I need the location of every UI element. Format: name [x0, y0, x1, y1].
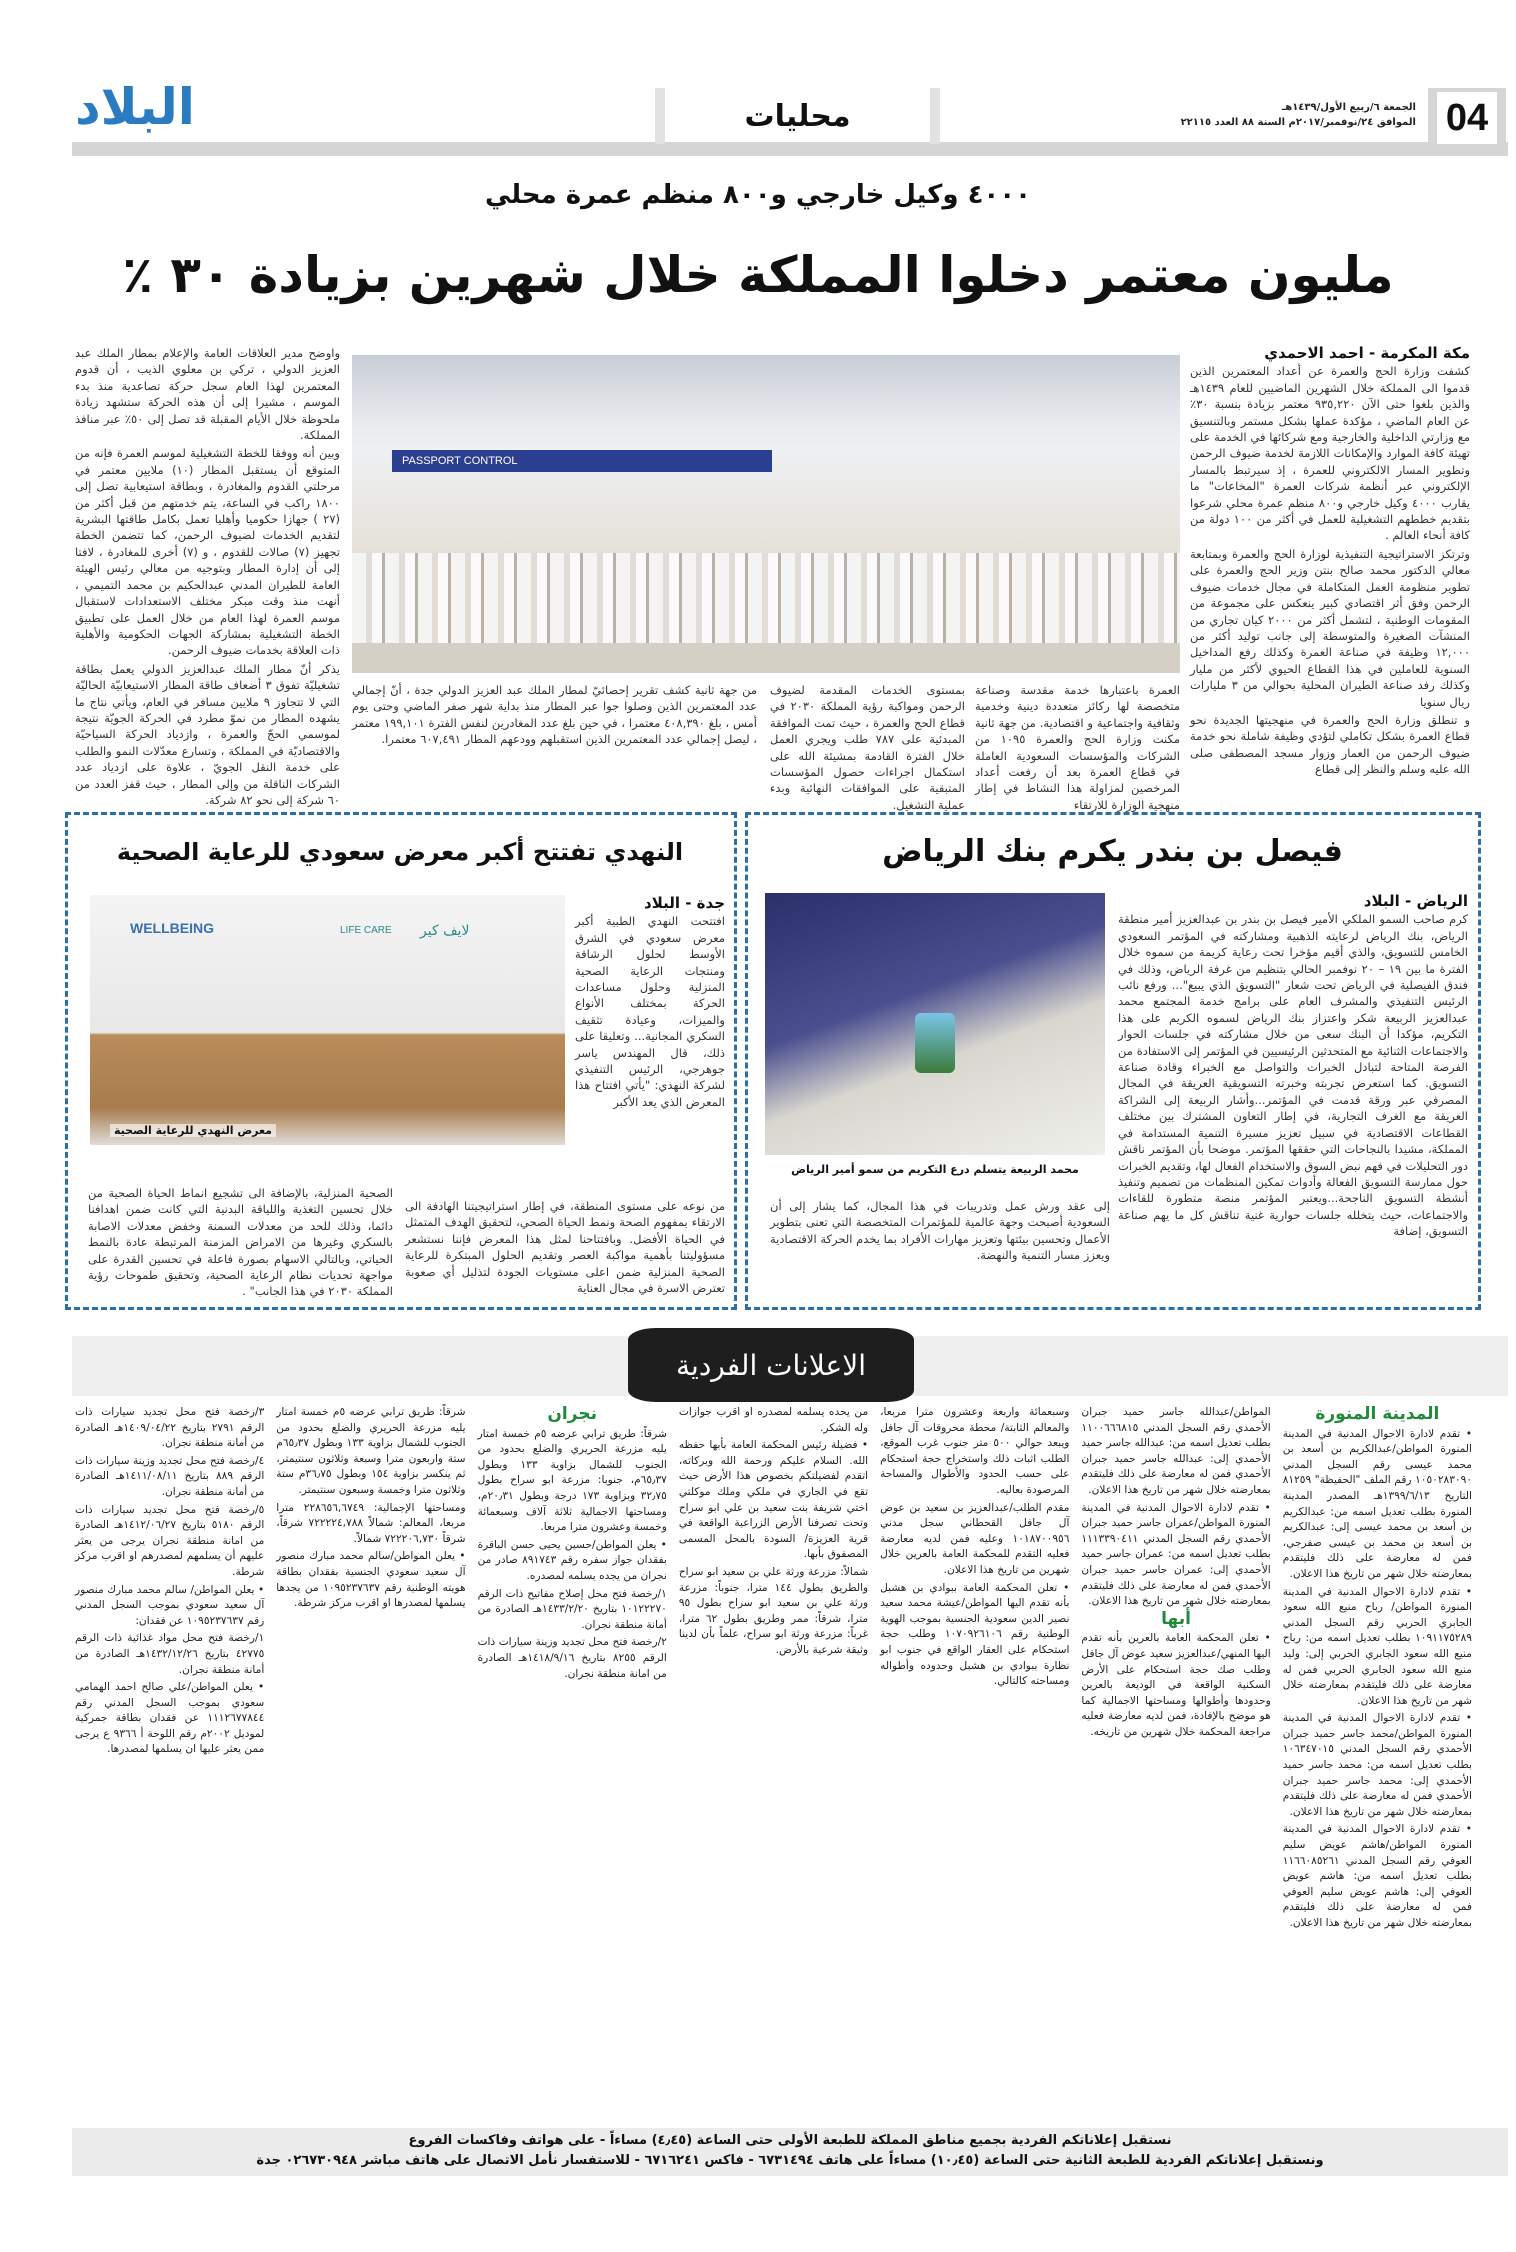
byline: مكة المكرمة - احمد الاحمدي — [1264, 344, 1470, 362]
main-story-right-column — [1190, 345, 1470, 780]
footer-line-1: نستقبل إعلاناتكم الفردية بجميع مناطق المملكة للطبعة الأولى حتى الساعة (٤٫٤٥) مساءاً - على هواتف وفاكسات الفروع — [408, 2133, 1172, 2148]
passport-control-sign: PASSPORT CONTROL — [392, 450, 772, 472]
classified-column — [1081, 1405, 1270, 1742]
classified-column — [276, 1405, 465, 1614]
classified-entry: • تعلن المحكمة العامة بالعرين بأنه تقدم اليها المنهي/عبدالعزيز سعيد عوض آل جافل وطلب صك حجة استحكام على الأرض السكنية الواقعة في الوديعة بالعرين وحدودها وأطوالها ومساحتها الاجمالية كما هو موضح بالإفادة، فمن لديه معارضة فعليه مراجعة المحكمة خلال شهرين من تاريخه. — [1081, 1632, 1271, 1738]
classified-column — [75, 1405, 264, 1760]
lifecare-sign: LIFE CARE — [340, 925, 392, 936]
paragraph: و تنطلق وزارة الحج والعمرة في منهجيتها الجديدة نحو قطاع العمرة بشكل تكاملي لتؤدي وظيفة شاملة نحو خدمة ضيوف الرحمن من العمار وزوار مسجد المصطفى صلى الله عليه وسلم والنظر إلى قطاع — [1190, 712, 1470, 777]
footer-line-2: ونستقبل إعلاناتكم الفردية للطبعة الثانية حتى الساعة (١٠٫٤٥) مساءاً على هاتف ٦٧٣١٤٩٤ - فاكس ٦٧١٦٢٤١ - للاستفسار نأمل الاتصال على هاتف مباشر ٠٢٦٧٣٠٩٤٨ جدة — [256, 2153, 1324, 2168]
region-heading: نجران — [547, 1404, 597, 1424]
header-bar — [72, 142, 1508, 156]
classified-entry: ٣/رخصة فتح محل تجديد سيارات ذات الرقم ٢٧٩١ بتاريخ ١٤٠٩/٠٤/٢٢هـ الصادرة من أمانة منطقة نجران. — [75, 1406, 265, 1450]
classified-entry: • يعلن المواطن/حسين يحيى حسن الباقرة بفقدان جواز سفره رقم ٨٩١٧٤٣ صادر من نجران من يجده يسلمه لمصدره. — [477, 1538, 667, 1582]
classified-column — [1283, 1405, 1472, 1934]
riyadh-story-headline: فيصل بن بندر يكرم بنك الرياض — [882, 834, 1343, 869]
paragraph: افتتحت النهدي الطبية أكبر معرض سعودي في الشرق الأوسط لحلول الرشاقة ومنتجات الرعاية الصحية المنزلية وحلول مساعدات الحركة بمختلف الأنواع والميزات، وعيادة تثقيف السكري المجانية... وتعليقا على ذلك، قال المهندس ياسر جوهرجي، الرئيس التنفيذي لشركة النهدي: "يأتي افتتاح هذا المعرض الذي يعد الأكبر — [575, 914, 725, 1109]
region-heading: المدينة المنورة — [1315, 1404, 1440, 1424]
date-line — [1156, 100, 1416, 130]
classified-entry: المواطن/عبدالله جاسر حميد جبران الأحمدي رقم السجل المدني ١١٠٠٦٦٦٨١٥ بطلب تعديل اسمه من: عبدالله جاسر حميد الأحمدي إلى: عبدالله جاسر حميد جبران الأحمدي فمن له معارضة على ذلك فليتقدم بمعارضته خلال شهر من تاريخ هذا الاعلان. — [1081, 1406, 1271, 1496]
main-headline: مليون معتمر دخلوا المملكة خلال شهرين بزيادة ٣٠ ٪ — [122, 246, 1394, 304]
classified-column — [880, 1405, 1069, 1692]
newspaper-logo: البلاد — [75, 78, 195, 136]
classified-entry: • تعلن المحكمة العامة ببوادي بن هشبل بأنه تقدم اليها المواطن/عيشة محمد سعيد نصير الدين سعودية الجنسية بموجب الهوية الوطنية رقم ١٠٧٠٩٢٦١٠٦ وطلب حجة استحكام على العقار الواقع في جنوب ابو نظارة ببوادي بن هشبل وحدوده وأطواله ومساحته كالتالي. — [880, 1581, 1070, 1688]
airport-photo — [352, 355, 1180, 673]
ceiling — [352, 355, 1180, 425]
nahdi-store-photo — [90, 895, 565, 1145]
hijri-date: الجمعة ٦/ربيع الأول/١٤٣٩هـ — [1281, 102, 1416, 113]
paragraph: كشفت وزارة الحج والعمرة عن أعداد المعتمرين الذين قدموا الى المملكة خلال الشهرين الماضيين للعام ١٤٣٩هـ والذين بلغوا حتى الآن ٩٣٥,٢٢٠ معتمر بزيادة بنسبة ٣٠٪ عن العام الماضي ، مؤكدة عملها بشكل مستمر وبالتنسيق مع وزارتي الداخلية والخارجية ومع شركائها في الخدمة على تهيئة كافة الموارد والإمكانات اللازمة لخدمة ضيوف الرحمن وتطوير المسار الالكتروني للعمرة ، إذ سيرتبط بالمسار الإلكتروني عبر أنظمة شركات العمرة "المخاعات" ما يقارب ٤٠٠٠ وكيل خارجي و٨٠٠ منظم عمرة محلي شرعوا بتقديم خططهم التشغيلية للعمل في أكثر من ١٠٠ دولة من كافة أنحاء العالم . — [1190, 364, 1470, 543]
byline: جدة - البلاد — [644, 894, 725, 912]
classified-entry: مقدم الطلب/عبدالعزيز بن سعيد بن عوض آل جافل القحطاني سجل مدني ١٠١٨٧٠٠٩٥٦ وعليه فمن لديه معارضة فعليه التقدم للمحكمة العامة بالعرين خلال شهرين من تاريخ هذا الاعلان. — [880, 1501, 1070, 1576]
classified-entry: ومساحتها الإجمالية: ٢٢٨٦٥٦,٦٧٤٩ مترا مربعا، المعالم: شمالاً ٧٢٢٢٢٤,٧٨٨ شرقاً، شرقاً ٧٢٢٢٠٦,٧٣٠ شمالاً. — [276, 1501, 466, 1545]
lifecare-arabic-sign: لايف كير — [420, 923, 470, 939]
classified-entry: ٥/رخصة فتح محل تجديد سيارات ذات الرقم ٥١٨٠ بتاريخ ١٤١٢/٠٦/٢٧هـ الصادرة من امانة منطقة نجران يرجى من يعثر عليهم أن يسلمهم لمصدرهم او اقرب مركز شرطة. — [75, 1503, 265, 1578]
wellbeing-sign: WELLBEING — [130, 920, 214, 936]
nahdi-story-col1: الصحية المنزلية، بالإضافة الى تشجيع انماط الحياة الصحية من خلال تحسين التغذية واللياقة البدنية التي كانت ضمن اهدافنا دائما، وذلك للحد من معدلات السمنة وخفض معدلات الاصابة بالسكري وغيرها من الامراض المزمنة المرتبطة عادة بالنمط الحياتي، وبالتالي الاسهام بصورة فاعلة في تحسين القدرة على مواجهة تحديات نظام الرعاية الصحية، وتحقيق طموحات رؤية المملكة ٢٠٣٠ في هذا الجانب" . — [88, 1186, 393, 1299]
nahdi-story-body — [575, 895, 725, 1112]
classified-entry: شمالاً: مزرعة ورثة علي بن سعيد ابو سراح والطريق بطول ١٤٤ مترا، جنوباً: مزرعة ورثة علي بن سعيد ابو سراح بطول ٩٥ مترا، شرقاً: ممر وطريق بطول ٦٢ مترا، غرباً: مزرعة ورثة ابو سراح، علماً بأن لدينا وثيقة شرعية بالأرض. — [678, 1565, 869, 1656]
classified-entry: ١/رخصة فتح محل مواد غذائية ذات الرقم ٤٢٧٧٥ بتاريخ ١٤٣٢/١٢/٢٦هـ الصادرة من أمانة منطقة نجران. — [75, 1632, 265, 1676]
riyadh-story-body — [1118, 893, 1468, 1242]
paragraph: واوضح مدير العلاقات العامة والإعلام بمطار الملك عبد العزيز الدولي ، تركي بن معلوي الذيب ، أن قدوم المعتمرين لهذا العام سجل حركة تصاعدية منذ بدء الموسم ، مشيرا إلى أن هذه الحركة ستشهد زيادة ملحوظة خلال الأيام المقبلة قد تصل إلى ٥٠٪ عبر منافذ المملكة. — [75, 346, 340, 443]
classified-column — [478, 1405, 667, 1684]
byline: الرياض - البلاد — [1363, 892, 1468, 910]
classified-entry: • فضيلة رئيس المحكمة العامة بأبها حفظه الله. السلام عليكم ورحمة الله وبركاته، اتقدم لفضيلتكم بخصوص هذا الأرض حيث تقع في الجاري في ملكي وملك موكلتي اختي شريفة بنت سعيد بن علي ابو سراح وتحت تصرفنا الأرض الزراعية الواقعة في قرية العزيزة/ السودة بالمحل المسمى المصفوق بأبها. — [678, 1439, 869, 1561]
nahdi-story-col2: من نوعه على مستوى المنطقة، في إطار استراتيجيتنا الهادفة الى الارتقاء بمفهوم الصحة ونمط الحياة الصحي، لتحقيق الهدف المتمثل في الحياة الأفضل. وبافتتاحنا لمثل هذا المعرض فإننا نستشعر مسؤوليتنا بأهمية مواكبة العصر وتقديم الحلول المبتكرة للرعاية الصحية المنزلية ضمن اعلى مستويات الجودة لتذليل أي صعوبة تعترض الاسرة في مجال العناية — [405, 1199, 725, 1296]
award-photo — [765, 893, 1105, 1155]
classified-entry: • يعلن المواطن/علي صالح احمد الهمامي سعودي بموجب السجل المدني رقم ١١١٢٦٧٧٨٤٤ عن فقدان بطاقة جمركية لموديل ٢٠٠٢م رقم اللوحة أ ٩٣٦٦ ع يرجى ممن يعثر عليها ان يسلمها لمصدرها. — [75, 1681, 265, 1756]
region-heading: أبها — [1161, 1608, 1191, 1629]
classified-entry: شرقاً: طريق ترابي عرضه ٥م خمسة امتار يليه مزرعة الحريري والضلع بحدود من الجنوب للشمال بزاوية ١٣٣ وبطول ٦٥٫٣٧م ستة واربعون مترا وسبعة وثلاثون سنتيمتر، ثم ينكسر بزاوية ١٥٤ وبطول ٣٦٫٧٥م ستة وثلاثون مترا وخمسة وسبعون سنتيمتر. — [276, 1406, 466, 1496]
classified-entry: • يعلن المواطن/ سالم محمد مبارك منصور آل سعيد سعودي بموجب السجل المدني رقم ١٠٩٥٢٣٧٦٣٧ عن فقدان: — [75, 1583, 265, 1627]
classified-entry: • تقدم لادارة الاحوال المدنية في المدينة المنورة المواطن/هاشم عويض سليم العوفي رقم السجل المدني ١١٦٦٠٨٥٢٦١ بطلب تعديل اسمه من: هاشم عويض العوفي إلى: هاشم عويض سليم العوفي فمن له معارضة على ذلك فليتقدم بمعارضته خلال شهر من تاريخ هذا الاعلان. — [1282, 1823, 1472, 1929]
classified-column — [679, 1405, 868, 1661]
classified-entry: • يعلن المواطن/سالم محمد مبارك منصور آل سعيد سعودي الجنسية بفقدان بطاقة هويته الوطنية رقم ١٠٩٥٢٣٧٦٣٧ من يجدها يسلمها لمصدرها او اقرب مركز شرطة. — [276, 1550, 466, 1610]
trophy-shape — [915, 1013, 955, 1073]
riyadh-photo-caption: محمد الربيعة يتسلم درع التكريم من سمو أمير الرياض — [791, 1163, 1079, 1176]
classifieds-title: الاعلانات الفردية — [628, 1328, 914, 1402]
classified-entry: ١/رخصة فتح محل إصلاح مفاتيح ذات الرقم ١٠١٢٢٢٧٠ بتاريخ ١٤٣٣/٢/٢٠هـ الصادرة من أمانة منطقة نجران. — [477, 1587, 667, 1631]
under-photo-col-1: العمرة باعتبارها خدمة مقدسة وصناعة متخصصة لها ركائز متعددة دينية وخدمية وثقافية واجتماعية و اقتصادية. من جهة ثانية مكنت وزارة الحج والعمرة ١٠٩٥ من الشركات والمؤسسات السعودية العاملة في قطاع العمرة بعد أن رفعت أعداد المرخصين لمزاولة هذا النشاط في إطار منهجية الوزارة للارتقاء — [975, 683, 1180, 812]
riyadh-story-bottom: إلى عقد ورش عمل وتدريبات في هذا المجال، كما يشار إلى أن السعودية أصبحت وجهة عالمية للمؤتمرات المتخصصة التي تعنى بتطوير الأعمال وتحسين بيئتها وتعزيز مهارات الأفراد بما يخدم الحركة الاقتصادية ويعزز مسار التنمية والنهضة. — [770, 1199, 1110, 1263]
paragraph: يذكر أنّ مطار الملك عبدالعزيز الدولي يعمل بطاقة تشغيليّة تفوق ٣ أضعاف طاقة المطار الاستيعابيّة الحاليّة التي لا تتجاوز ٩ ملايين مسافر في العام، ويأتي نتاج ما يشهده المطار من نموّ مطرد في الحركة الجويّة نتيجة لموسمي الحجّ والعمرة ، وازدياد الحركة السياحيّة والاقتصاديّة في المملكة ، وتسارع معدّلات النمو والطلب على خدمة النقل الجويّ ، علاوة على ازدياد عدد الشركات الناقلة من وإلى المطار ، حيث قفز العدد من ٦٠ شركة إلى نحو ٨٢ شركة. — [75, 661, 340, 807]
nahdi-photo-caption: معرض النهدي للرعاية الصحية — [110, 1124, 276, 1137]
gregorian-date: الموافق ٢٤/نوفمبر/٢٠١٧م السنة ٨٨ العدد ٢٢١١٥ — [1180, 117, 1416, 128]
classified-entry: • تقدم لادارة الاحوال المدنية في المدينة المنورة المواطن/محمد جاسر حميد جبران الأحمدي رقم السجل المدني ١٠٦٣٤٧٠١٥ بطلب تعديل اسمه من: محمد جاسر حميد الأحمدي إلى: محمد جاسر حميد جبران الأحمدي فمن له معارضة على ذلك فليتقدم بمعارضته خلال شهر من تاريخ هذا الاعلان. — [1282, 1712, 1472, 1818]
classified-entry: • تقدم لادارة الاحوال المدنية في المدينة المنورة المواطن/عمران جاسر حميد جبران الأحمدي رقم السجل المدني ١١١٣٣٩٠٤١١ بطلب تعديل اسمه من: عمران جاسر حميد الأحمدي إلى: عمران جاسر حميد جبران الأحمدي فمن له معارضة على ذلك فليتقدم بمعارضته خلال شهر من تاريخ هذا الاعلان. — [1081, 1501, 1271, 1608]
classified-entry: شرقاً: طريق ترابي عرضه ٥م خمسة امتار يليه مزرعة الحريري والضلع بحدود من الجنوب للشمال بزاوية ١٣٣ وبطول ٦٥٫٣٧م، جنوبا: مزرعة ابو سراح بطول ٣٢٫٧٥ وبزاوية ١٧٣ درجة وبطول ٢٠٫٣١م، ومساحتها الاجمالية ثلاثة آلاف وسبعمائة وخمسة وعشرون مترا مربعا. — [477, 1427, 667, 1534]
floor — [352, 643, 1180, 673]
paragraph: وترتكز الاستراتيجية التنفيذية لوزارة الحج والعمرة وبمتابعة معالي الدكتور محمد صالح بنتن وزير الحج والعمرة على تطوير منظومة العمل المتكاملة في مجال خدمات ضيوف الرحمن وفق أثر اقتصادي كبير ينعكس على مجموعة من المقومات الوطنية ، لتشمل أكثر من ٢٠٠٠ كيان تجاري من المنشآت الصغيرة والمتوسطة إلى جانب توليد أكثر من ١٢,٠٠٠ وظيفة في صناعة العمرة وكذلك رفع المداخيل السنوية للعاملين في هذا القطاع الحيوي لأكثر من مليار وكذلك رفد صناعة الطيران المحلية بحوالي من ٣ مليارات ريال سنويا — [1190, 546, 1470, 709]
paragraph: وبين أنه ووفقا للخطة التشغيلية لموسم العمرة فإنه من المتوقع أن يستقبل المطار (١٠) ملايين معتمر في مرحلتي القدوم والمغادرة ، وبطاقة استيعابية تصل إلى ١٨٠٠ راكب في الساعة، يتم خدمتهم من قبل أكثر من (٢٧ ) جهازا حكوميا وأهليا تعمل بكامل طاقتها البشرية لتقديم الخدمات لضيوف الرحمن، كما تتضمن الخطة تجهيز (٧) صالات للقدوم ، و (٧) أخرى للمغادرة ، لافتا إلى أن إدارة المطار وبتوجيه من معالي رئيس الهيئة العامة للطيران المدني عبدالحكيم بن محمد التميمي ، أنهت منذ وقت مبكر مختلف الاستعدادات لاستقبال موسم العمرة لهذا العام من خلال العمل على تطبيق الخطة التشغيلية بمشاركة الجهات الحكومية والأهلية ذات العلاقة بخدمات ضيوف الرحمن. — [75, 446, 341, 658]
classified-entry: وسبعمائة واربعة وعشرون مترا مربعا، والمعالم الثابتة/ محطة محروقات آل جافل ويبعد حوالي ٥٠٠ متر جنوب غرب الموقع، الطلب اثبات ذلك واستخراج حجة استحكام على حسب الحدود والأطوال والمساحة المرصودة بعاليه. — [880, 1406, 1070, 1496]
section-title: محليات — [655, 88, 940, 144]
classified-entry: • تقدم لادارة الاحوال المدنية في المدينة المنورة المواطن/ رباح منيع الله سعود الجابري الحربي رقم السجل المدني ١٠٩١١٧٥٢٨٩ بطلب تعديل اسمه من: رباح منيع الله سعود الجابري الحربي إلى: وليد منيع الله سعود الجابري الحربي فمن له معارضة على ذلك فليتقدم بمعارضته خلال شهر من تاريخ هذا الاعلان. — [1282, 1585, 1472, 1707]
under-photo-col-2: بمستوى الخدمات المقدمة لضيوف الرحمن ومواكبة رؤية المملكة ٢٠٣٠ في قطاع الحج والعمرة ، حيث تمت الموافقة المبدئية على ٧٨٧ طلب ويجري العمل خلال الفترة القادمة بمشيئة الله على استكمال اجراءات حصول المؤسسات المتبقية على الموافقات النهائية وبدء عملية التشغيل. — [770, 683, 965, 812]
classifieds-footer — [72, 2128, 1508, 2176]
page-number-box — [1428, 88, 1506, 148]
page-number: 04 — [1437, 92, 1497, 144]
paragraph: كرم صاحب السمو الملكي الأمير فيصل بن بندر بن عبدالعزيز أمير منطقة الرياض، بنك الرياض لرعايته الذهبية ومشاركته في المؤتمر السعودي الخامس للتسويق، والذي أقيم مؤخرا تحت رعاية كريمة من سموه خلال الفترة ما بين ١٩ – ٢٠ نوفمبر الحالي بتنظيم من غرفة الرياض، وذلك في فندق الفيصلية في الرياض تحت شعار "التسويق الذي يبيع"... ورفع نائب الرئيس التنفيذي والمشرف العام على برامج خدمة المجتمع محمد عبدالعزيز الربيعة شكر واعتزاز بنك الرياض لسموه الكريم على هذا التكريم، مؤكدا أن البنك سعى من خلال مشاركته في جلسات الحوار والاجتماعات الثنائية مع المتحدثين الرئيسيين في المؤتمر إلى الاستفادة من الفرصة المتاحة لتبادل الخبرات والتواصل مع الخبراء وقادة صناعة التسويق. كما استعرض تجربته وخبرته التسويقية العريقة في المجال المصرفي عبر ورقة قدمت في المؤتمر...وأشار الربيعة إلى الشراكة العريقة مع الغرف التجارية، في إطار التعاون المشترك بين مختلف القطاعات الاقتصادية في سبيل تعزيز مسيرة التنمية المستدامة في المملكة، مشيدا بالنجاحات التي حققها المؤتمر. موضحا بأن المؤتمر ناقش دور التحليلات في فهم نبض السوق والاستخدام الفعال لها، وتقديم الخبرات حول ممارسة التسويق الفعالة وأدوات تمكين المنظمات من تصميم وتنفيذ أنشطة التسويق الناجحة...ويعتبر المؤتمر منصة متطورة للقاءات والاجتماعات، حيث يتخلله جلسات حوارية غنية تناقش كل ما يهم صناعة التسويق، إضافة — [1118, 912, 1469, 1239]
classified-entry: • تقدم لادارة الاحوال المدنية في المدينة المنورة المواطن/عبدالكريم بن أسعد بن محمد عيسى رقم السجل المدني ١٠٥٠٢٨٣٠٩٠ رقم الملف "الحفيظة" ٨١٢٥٩ التاريخ ١٣٩٩/٦/١٣هـ المصدر المدينة المنورة بطلب تعديل اسمه من: عبدالكريم بن أسعد بن محمد عيسى إلى: عبدالكريم بن أسعد بن محمد بن عيسى صفرجي، فمن له معارضة على ذلك فليتقدم بمعارضته خلال شهر من تاريخ هذا الاعلان. — [1282, 1427, 1472, 1580]
classified-entry: ٤/رخصة فتح محل تجديد وزينة سيارات ذات الرقم ٨٨٩ بتاريخ ١٤١١/٠٨/١١هـ الصادرة من أمانة منطقة نجران. — [75, 1454, 265, 1498]
classified-entry: من يحده يسلمه لمصدره او اقرب جوازات وله الشكر. — [678, 1406, 869, 1434]
kicker-headline: ٤٠٠٠ وكيل خارجي و٨٠٠ منظم عمرة محلي — [484, 180, 1032, 210]
main-story-left-column — [75, 345, 340, 810]
classified-entry: ٢/رخصة فتح محل تجديد وزينة سيارات ذات الرقم ٨٢٥٥ بتاريخ ١٤١٨/٩/١٦هـ الصادرة من امانة منطقة نجران. — [477, 1636, 667, 1680]
nahdi-story-headline: النهدي تفتتح أكبر معرض سعودي للرعاية الصحية — [116, 838, 684, 866]
under-photo-col-3: من جهة ثانية كشف تقرير إحصائيّ لمطار الملك عبد العزيز الدولي جدة ، أنّ إجمالي عدد المعتمرين الذين وصلوا جوا عبر المطار منذ بداية شهر صفر الماضي وحتى يوم أمس ، بلغ ٤٠٨,٣٩٠ معتمرا ، في حين بلغ عدد المغادرين لنفس الفترة ١٩٩,١٠١ معتمر ، ليصل إجمالي عدد المعتمرين الذين استقبلهم وودعهم المطار ٦٠٧,٤٩١ معتمرا. — [352, 683, 758, 747]
